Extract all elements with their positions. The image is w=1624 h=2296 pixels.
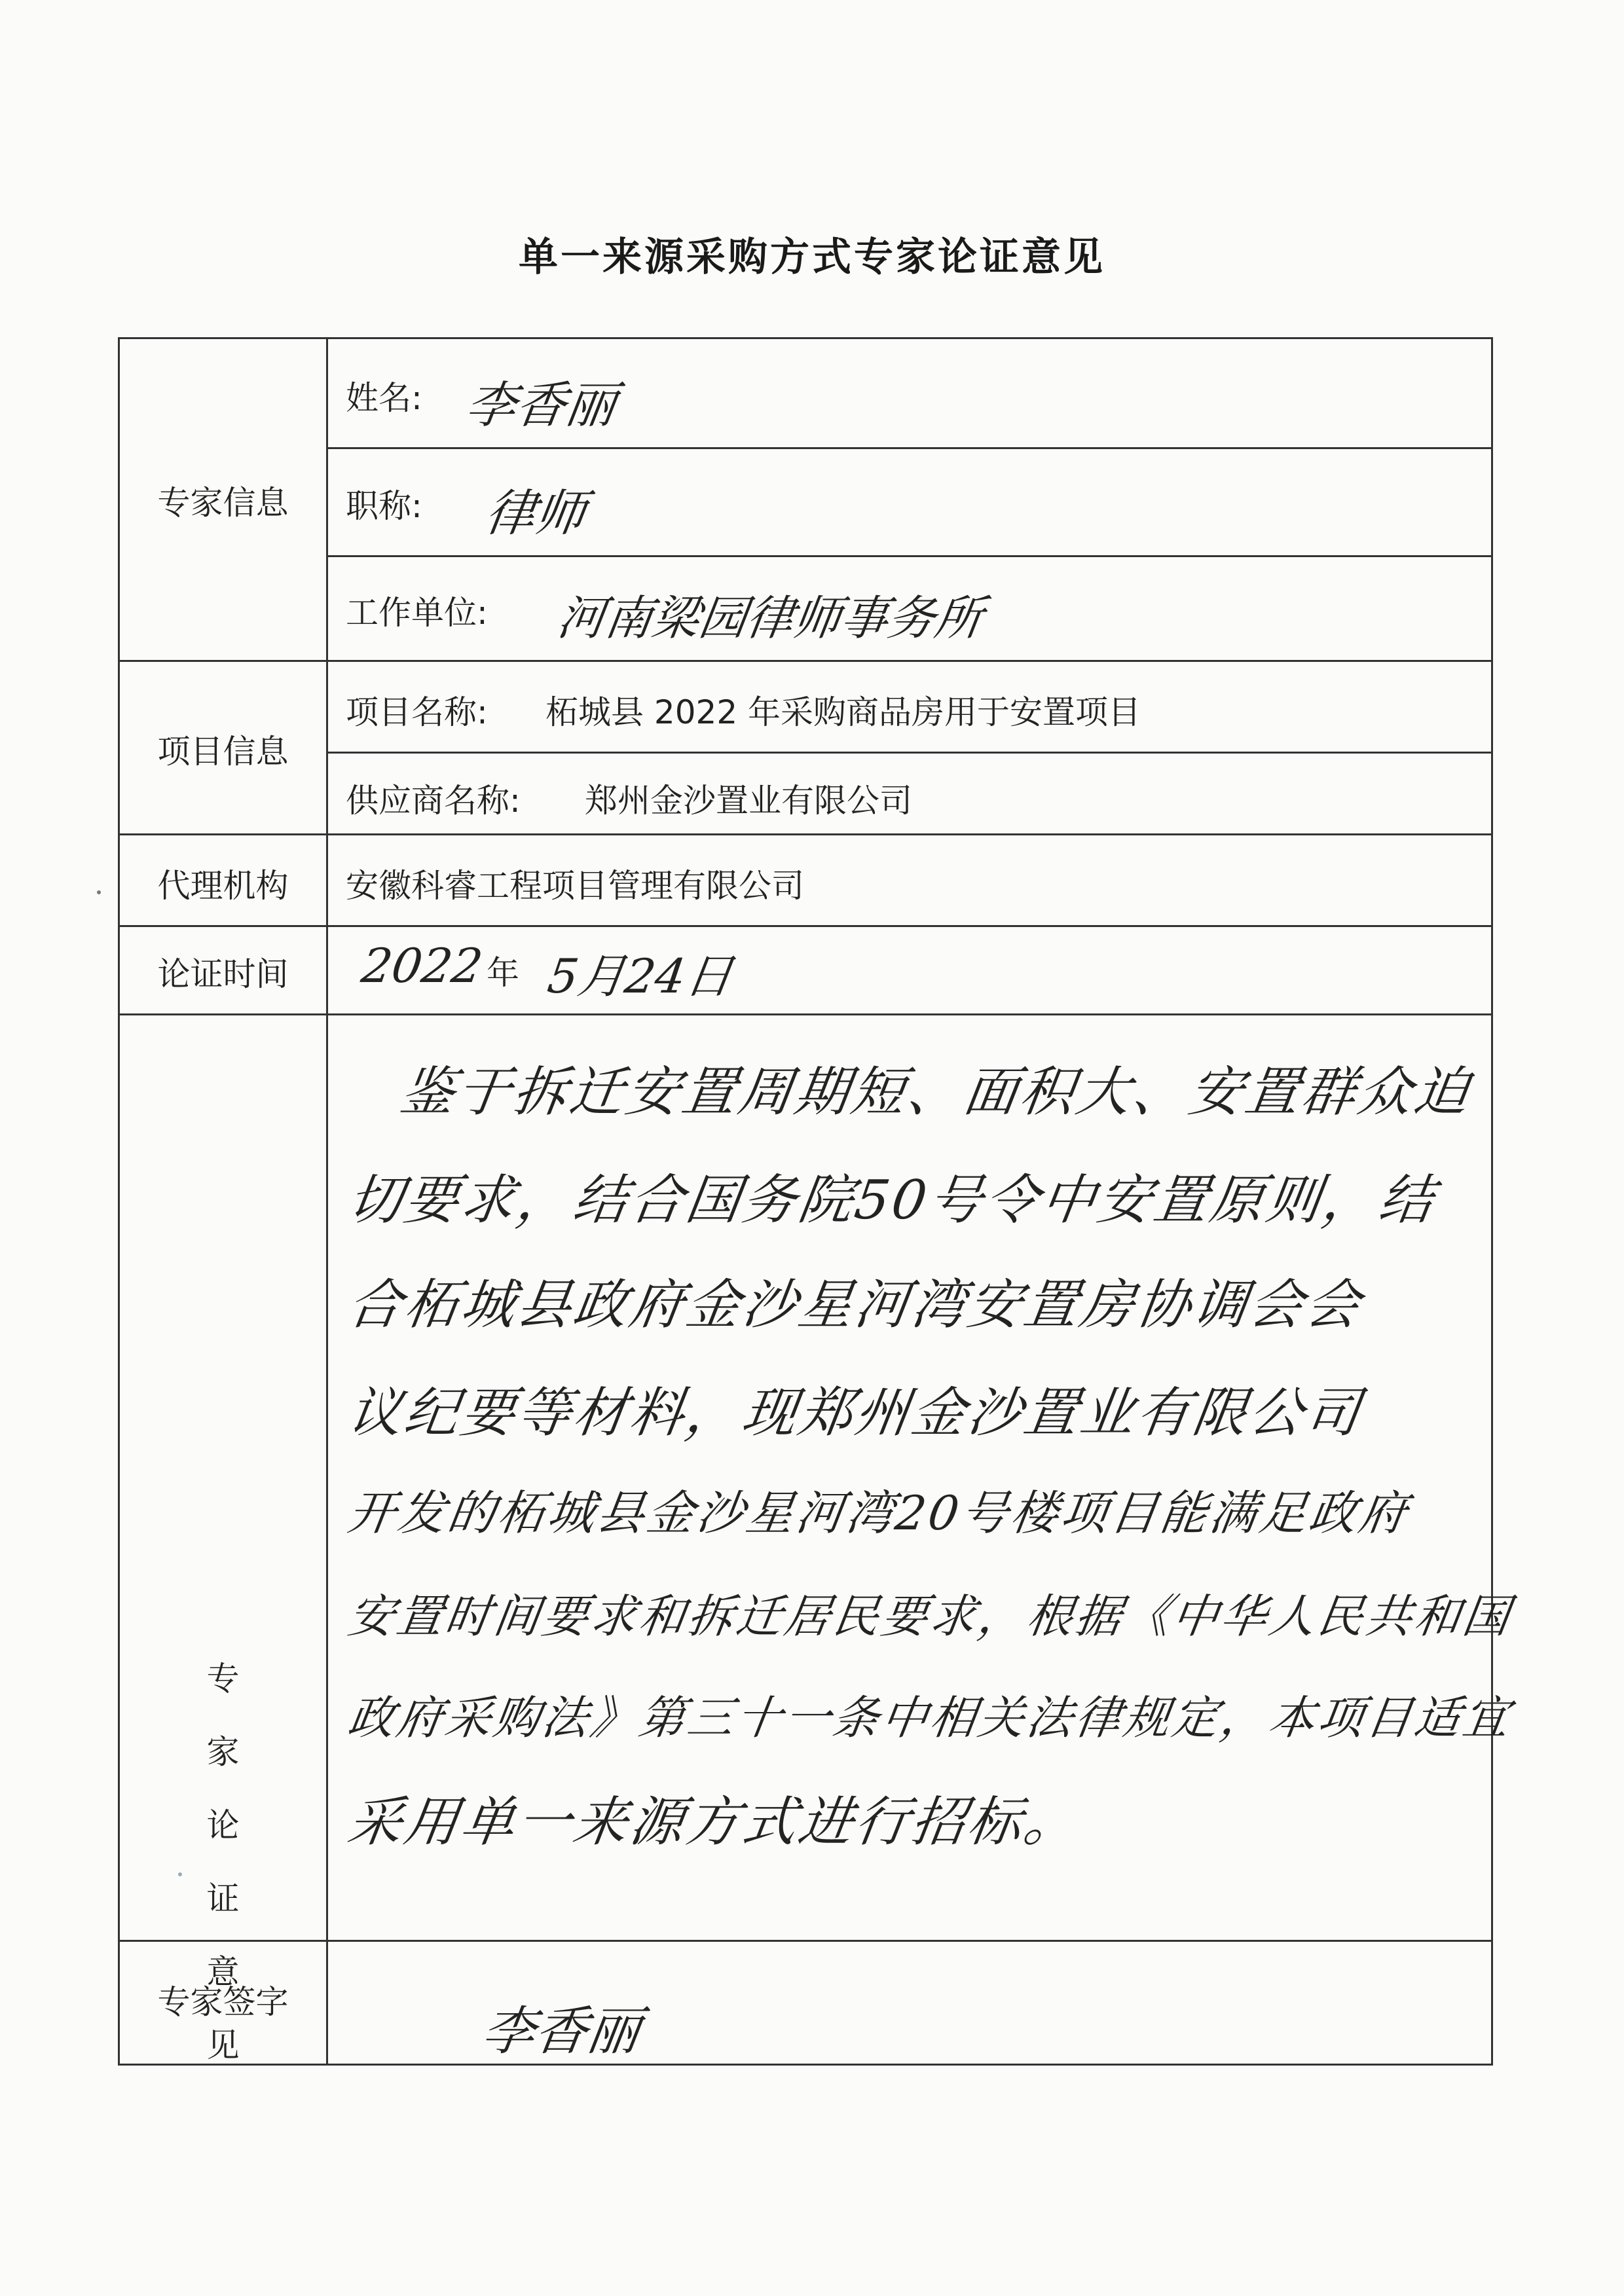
date-year-handwritten: 2022 xyxy=(358,938,487,993)
project-name-label: 项目名称: xyxy=(346,693,488,731)
date-year-suffix: 年 xyxy=(487,954,519,992)
opinion-line: 鉴于拆迁安置周期短、面积大、安置群众迫 xyxy=(396,1061,1475,1123)
opinion-line: 采用单一来源方式进行招标。 xyxy=(344,1791,1085,1853)
row-divider xyxy=(326,555,1493,557)
agency-label: 代理机构 xyxy=(157,867,289,905)
project-info-label: 项目信息 xyxy=(157,733,289,771)
opinion-line: 政府采购法》第三十一条中相关法律规定，本项目适宜 xyxy=(344,1691,1515,1745)
document-title: 单一来源采购方式专家论证意见 xyxy=(519,234,1105,280)
signature-handwritten: 李香丽 xyxy=(478,2001,644,2062)
opinion-line: 安置时间要求和拆迁居民要求，根据《中华人民共和国 xyxy=(344,1590,1515,1643)
date-label: 论证时间 xyxy=(157,955,289,993)
opinion-label: 专 家 论 证 意 见 xyxy=(206,1660,240,2064)
supplier-value: 郑州金沙置业有限公司 xyxy=(585,782,912,820)
unit-label: 工作单位: xyxy=(346,594,488,632)
unit-handwritten: 河南梁园律师事务所 xyxy=(554,591,987,646)
row-divider xyxy=(326,447,1493,449)
scan-speck xyxy=(178,1872,182,1876)
expert-info-label: 专家信息 xyxy=(157,484,289,522)
date-month-day-handwritten: 5月24日 xyxy=(544,949,737,1004)
opinion-line: 合柘城县政府金沙星河湾安置房协调会会 xyxy=(344,1274,1367,1336)
opinion-line: 切要求，结合国务院50号令中安置原则，结 xyxy=(344,1169,1441,1231)
title-label: 职称: xyxy=(346,487,422,525)
column-divider xyxy=(326,339,328,2066)
signature-label: 专家签字 xyxy=(157,1983,289,2021)
supplier-label: 供应商名称: xyxy=(346,782,521,820)
project-name-value: 柘城县 2022 年采购商品房用于安置项目 xyxy=(545,693,1141,731)
opinion-line: 开发的柘城县金沙星河湾20号楼项目能满足政府 xyxy=(344,1485,1413,1540)
agency-value: 安徽科睿工程项目管理有限公司 xyxy=(346,867,804,905)
row-divider xyxy=(326,752,1493,754)
scan-speck xyxy=(97,890,101,894)
name-handwritten: 李香丽 xyxy=(462,376,620,434)
title-handwritten: 律师 xyxy=(481,484,590,542)
opinion-line: 议纪要等材料，现郑州金沙置业有限公司 xyxy=(344,1382,1367,1444)
opinion-form xyxy=(118,337,1515,2066)
name-label: 姓名: xyxy=(346,379,422,417)
